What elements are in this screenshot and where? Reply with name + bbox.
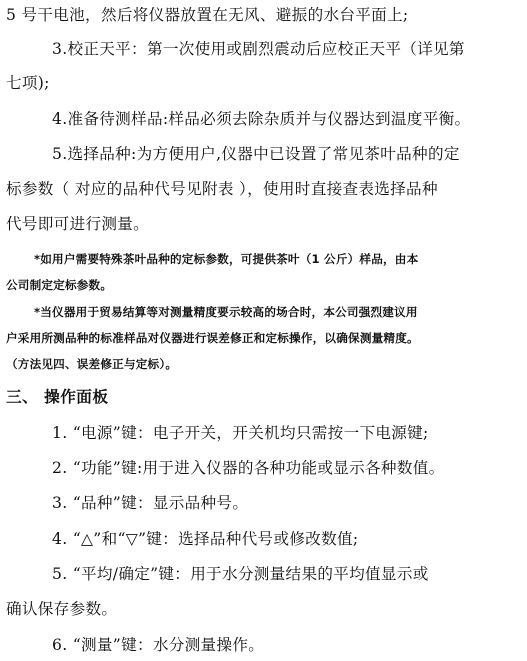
step-4-line-1: 4.准备待测样品:样品必须去除杂质并与仪器达到温度平衡。 bbox=[52, 110, 471, 128]
intro-line: 5 号干电池，然后将仪器放置在无风、避振的水台平面上; bbox=[6, 6, 409, 24]
note-2-line-3: （方法见四、误差修正与定标）。 bbox=[6, 357, 178, 371]
key-5-line-2: 确认保存参数。 bbox=[6, 600, 118, 618]
key-6-line: 6. “测量”键：水分测量操作。 bbox=[52, 636, 265, 654]
note-1-line-1: *如用户需要特殊茶叶品种的定标参数，可提供茶叶（1 公斤）样品，由本 bbox=[34, 252, 419, 266]
section-title: 三、 操作面板 bbox=[6, 388, 109, 406]
step-3-line-1: 3.校正天平：第一次使用或剧烈震动后应校正天平（详见第 bbox=[52, 40, 465, 58]
key-4-line: 4. “△”和“▽”键：选择品种代号或修改数值; bbox=[52, 530, 359, 548]
key-5-line-1: 5. “平均/确定”键：用于水分测量结果的平均值显示或 bbox=[52, 565, 429, 583]
key-2-line: 2. “功能”键:用于进入仪器的各种功能或显示各种数值。 bbox=[52, 459, 445, 477]
note-2-line-1: *当仪器用于贸易结算等对测量精度要示较高的场合时，本公司强烈建议用 bbox=[34, 305, 418, 319]
key-1-line: 1. “电源”键：电子开关，开关机均只需按一下电源键; bbox=[52, 424, 429, 442]
step-5-line-2: 标参数（ 对应的品种代号见附表 ），使用时直接查表选择品种 bbox=[6, 180, 438, 198]
step-5-line-3: 代号即可进行测量。 bbox=[6, 215, 150, 233]
key-3-line: 3. “品种”键：显示品种号。 bbox=[52, 494, 249, 512]
step-3-line-2: 七项); bbox=[6, 74, 50, 92]
note-2-line-2: 户采用所测品种的标准样品对仪器进行误差修正和定标操作，以确保测量精度。 bbox=[6, 331, 419, 345]
note-1-line-2: 公司制定定标参数。 bbox=[6, 278, 113, 292]
step-5-line-1: 5.选择品种:为方便用户,仪器中已设置了常见茶叶品种的定 bbox=[52, 145, 460, 163]
